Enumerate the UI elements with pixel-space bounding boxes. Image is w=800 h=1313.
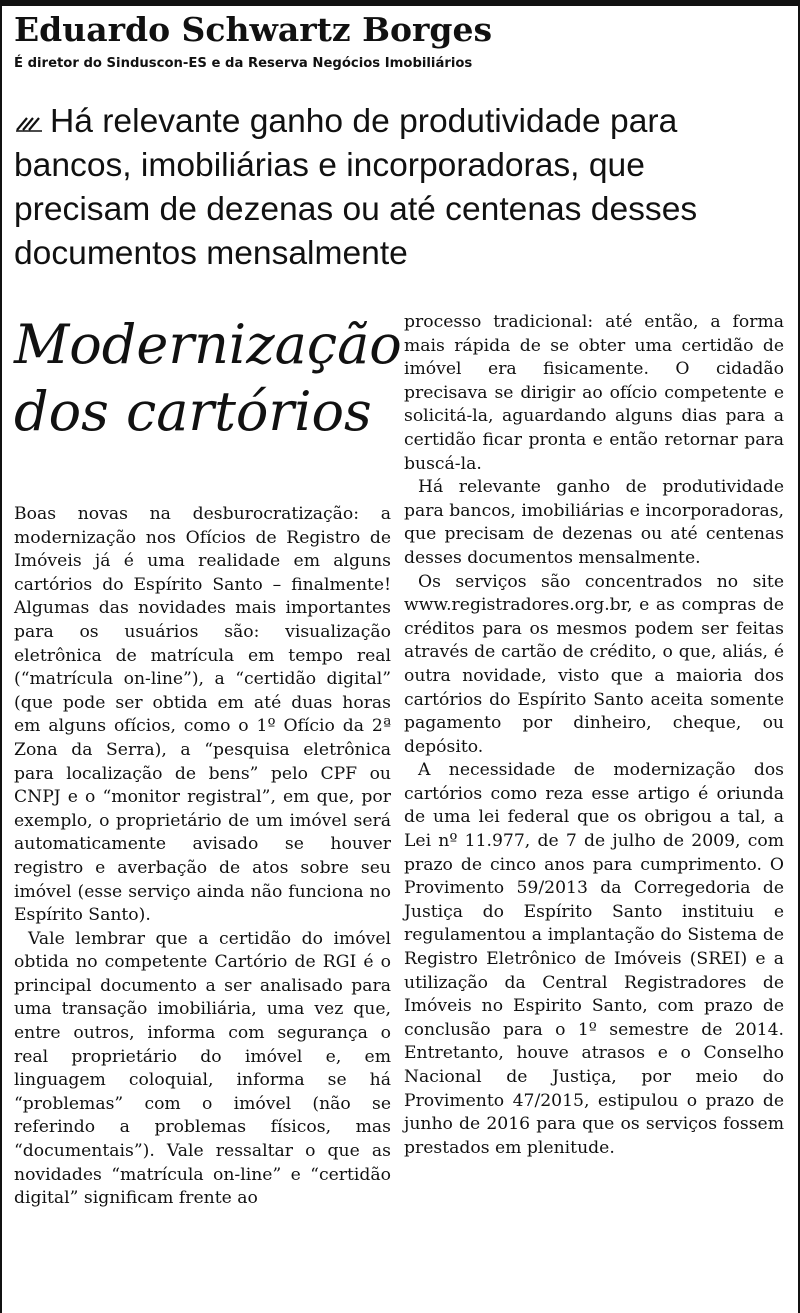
article-title-line-2: dos cartórios [14, 380, 372, 443]
paragraph: Boas novas na desburocratização: a modernização nos Ofícios de Registro de Imóveis já é uma realidade em alguns cartórios do Espírito Santo – finalmente! Algumas das novidades mais importantes para os usuários são: visualização eletrônica de matrícula em tempo real (“matrícula on-line”), a “certidão digital” (que pode ser obtida em até duas horas em alguns ofícios, como o 1º Ofício da 2ª Zona da Serra), a “pesquisa eletrônica para localização de bens” pelo CPF ou CNPJ e o “monitor registral”, em que, por exemplo, o proprietário de um imóvel será automaticamente avisado se houver registro e averbação de atos sobre seu imóvel (esse serviço ainda não funciona no Espírito Santo). [14, 504, 391, 926]
pull-quote [14, 100, 784, 276]
author-name: Eduardo Schwartz Borges [14, 10, 493, 49]
top-border [0, 0, 800, 6]
pull-quote-text: Há relevante ganho de produtividade para bancos, imobiliárias e incorporadoras, que precisam de dezenas ou até centenas desses documentos mensalmente [14, 103, 698, 272]
paragraph: Há relevante ganho de produtividade para bancos, imobiliárias e incorporadoras, que precisam de dezenas ou até centenas desses documentos mensalmente. [404, 477, 784, 568]
article-title [14, 311, 402, 445]
left-border [0, 0, 2, 1313]
paragraph: Os serviços são concentrados no site www.registradores.org.br, e as compras de créditos para os mesmos podem ser feitas através de cartão de crédito, o que, aliás, é outra novidade, visto que a maioria dos cartórios do Espírito Santo aceita somente pagamento por dinheiro, cheque, ou depósito. [404, 571, 784, 757]
author-role: É diretor do Sinduscon-ES e da Reserva Negócios Imobiliários [14, 56, 473, 71]
quote-marker-icon [14, 110, 44, 132]
article-right-column [404, 311, 784, 1160]
article-title-line-1: Modernização [14, 313, 402, 376]
paragraph: A necessidade de modernização dos cartórios como reza esse artigo é oriunda de uma lei federal que os obrigou a tal, a Lei nº 11.977, de 7 de julho de 2009, com prazo de cinco anos para cumprimento. O Provimento 59/2013 da Corregedoria de Justiça do Espírito Santo instituiu e regulamentou a implantação do Sistema de Registro Eletrônico de Imóveis (SREI) e a utilização da Central Registradores de Imóveis no Espirito Santo, com prazo de conclusão para o 1º semestre de 2014. Entretanto, houve atrasos e o Conselho Nacional de Justiça, por meio do Provimento 47/2015, estipulou o prazo de junho de 2016 para que os serviços fossem prestados em plenitude. [404, 760, 784, 1158]
paragraph: processo tradicional: até então, a forma mais rápida de se obter uma certidão de imóvel era fisicamente. O cidadão precisava se dirigir ao ofício competente e solicitá-la, aguardando alguns dias para a certidão ficar pronta e então retornar para buscá-la. [404, 312, 784, 474]
article-left-column [14, 503, 391, 1211]
paragraph: Vale lembrar que a certidão do imóvel obtida no competente Cartório de RGI é o principal documento a ser analisado para uma transação imobiliária, uma vez que, entre outros, informa com segurança o real proprietário do imóvel e, em linguagem coloquial, informa se há “problemas” com o imóvel (não se referindo a problemas físicos, mas “documentais”). Vale ressaltar o que as novidades “matrícula on-line” e “certidão digital” significam frente ao [14, 928, 391, 1209]
